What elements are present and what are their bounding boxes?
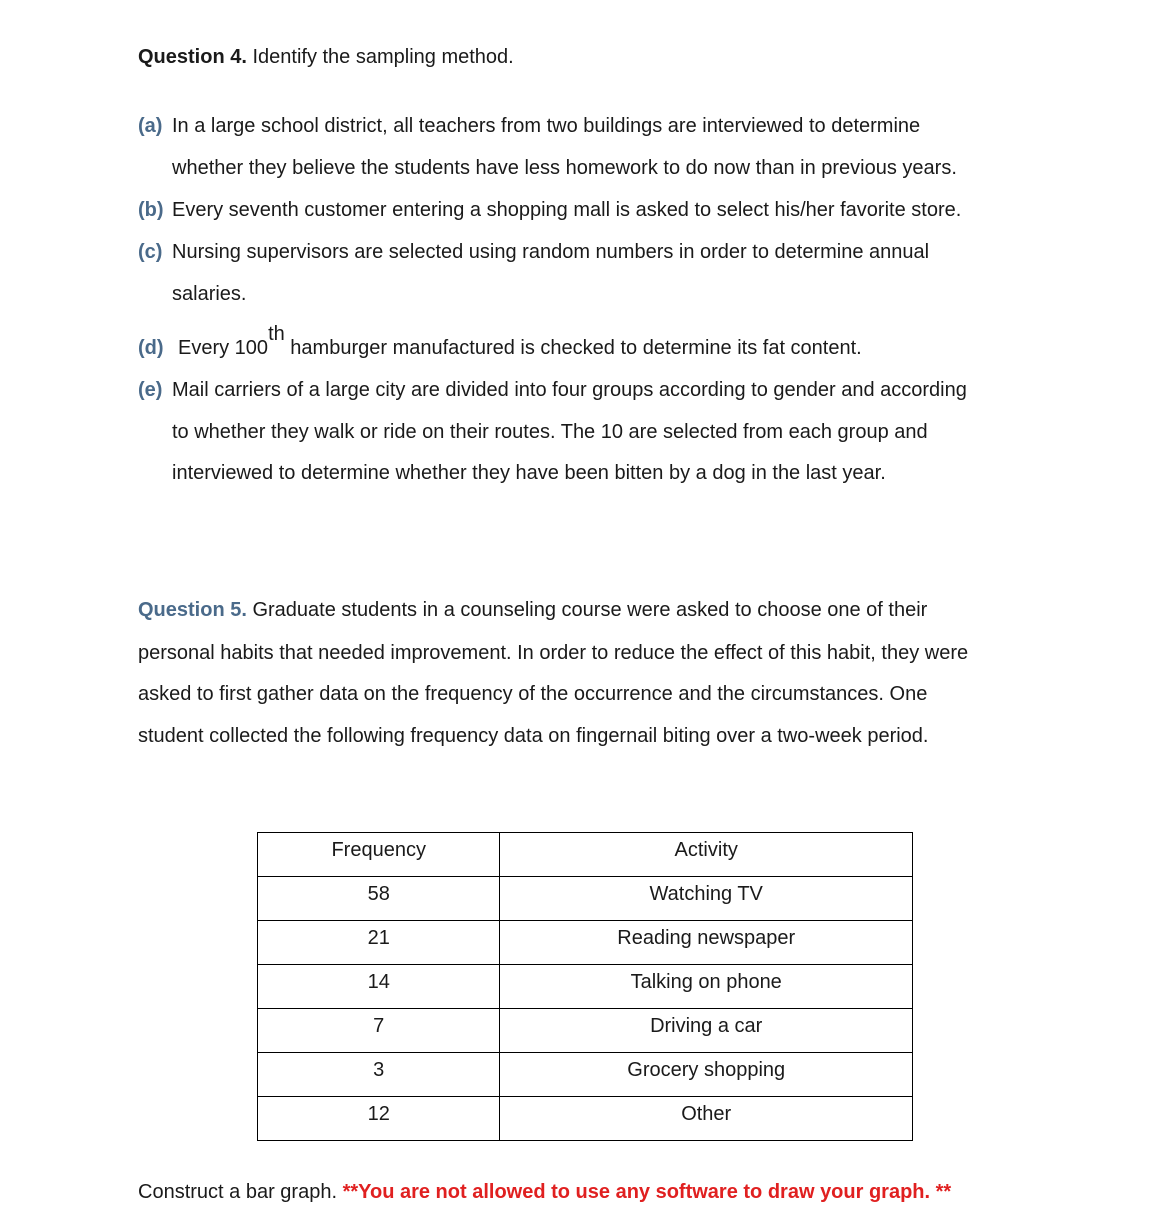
item-label-c: (c) xyxy=(138,241,163,263)
question-5-heading xyxy=(138,598,927,622)
table-row xyxy=(258,1009,913,1053)
item-e-line-1: Mail carriers of a large city are divided into four groups according to gender and according xyxy=(172,379,967,401)
table-row xyxy=(258,1097,913,1141)
table-header-row xyxy=(258,833,913,877)
instruction xyxy=(138,1180,951,1204)
cell-activity: Talking on phone xyxy=(500,965,913,1009)
item-label-a: (a) xyxy=(138,115,163,137)
item-b-line-1: Every seventh customer entering a shopping mall is asked to select his/her favorite store. xyxy=(172,199,962,221)
q5-line-2: personal habits that needed improvement. In order to reduce the effect of this habit, they were xyxy=(138,642,969,664)
item-a-line-1: In a large school district, all teachers from two buildings are interviewed to determine xyxy=(172,115,921,137)
question-4-heading xyxy=(138,45,514,69)
item-e-line-3: interviewed to determine whether they have been bitten by a dog in the last year. xyxy=(172,462,886,484)
item-c-line-1: Nursing supervisors are selected using random numbers in order to determine annual xyxy=(172,241,930,263)
item-d-pre: Every 100 xyxy=(178,337,269,359)
header-activity: Activity xyxy=(500,833,913,877)
q4-item-c xyxy=(138,240,929,264)
q5-line-1: Graduate students in a counseling course were asked to choose one of their xyxy=(246,599,928,621)
frequency-table xyxy=(257,832,913,1141)
item-a-line-2: whether they believe the students have less homework to do now than in previous years. xyxy=(172,157,957,179)
item-e-line-2: to whether they walk or ride on their routes. The 10 are selected from each group and xyxy=(172,421,928,443)
q4-item-e xyxy=(138,378,967,402)
cell-activity: Driving a car xyxy=(500,1009,913,1053)
q5-line-4: student collected the following frequency data on fingernail biting over a two-week period. xyxy=(138,725,929,747)
instruction-text: Construct a bar graph. xyxy=(138,1181,343,1203)
cell-frequency: 58 xyxy=(258,877,500,921)
cell-activity: Grocery shopping xyxy=(500,1053,913,1097)
item-label-d: (d) xyxy=(138,337,164,359)
cell-activity: Reading newspaper xyxy=(500,921,913,965)
cell-activity: Other xyxy=(500,1097,913,1141)
item-d-superscript: th xyxy=(268,323,285,345)
table-row xyxy=(258,1053,913,1097)
cell-frequency: 3 xyxy=(258,1053,500,1097)
cell-frequency: 14 xyxy=(258,965,500,1009)
item-d-post: hamburger manufactured is checked to determine its fat content. xyxy=(284,337,862,359)
table-row xyxy=(258,965,913,1009)
question-4-prompt: Identify the sampling method. xyxy=(246,46,514,68)
table-row xyxy=(258,921,913,965)
question-4-title: Question 4. xyxy=(138,46,247,68)
question-5-title: Question 5. xyxy=(138,599,247,621)
q4-item-b xyxy=(138,198,961,222)
cell-activity: Watching TV xyxy=(500,877,913,921)
q4-item-d xyxy=(138,323,862,360)
instruction-warning: **You are not allowed to use any software to draw your graph. ** xyxy=(342,1181,952,1203)
header-frequency: Frequency xyxy=(258,833,500,877)
cell-frequency: 12 xyxy=(258,1097,500,1141)
q5-line-3: asked to first gather data on the frequency of the occurrence and the circumstances. One xyxy=(138,683,928,705)
q4-item-a xyxy=(138,114,920,138)
item-c-line-2: salaries. xyxy=(172,283,247,305)
item-label-b: (b) xyxy=(138,199,164,221)
item-label-e: (e) xyxy=(138,379,163,401)
cell-frequency: 7 xyxy=(258,1009,500,1053)
table-row xyxy=(258,877,913,921)
cell-frequency: 21 xyxy=(258,921,500,965)
